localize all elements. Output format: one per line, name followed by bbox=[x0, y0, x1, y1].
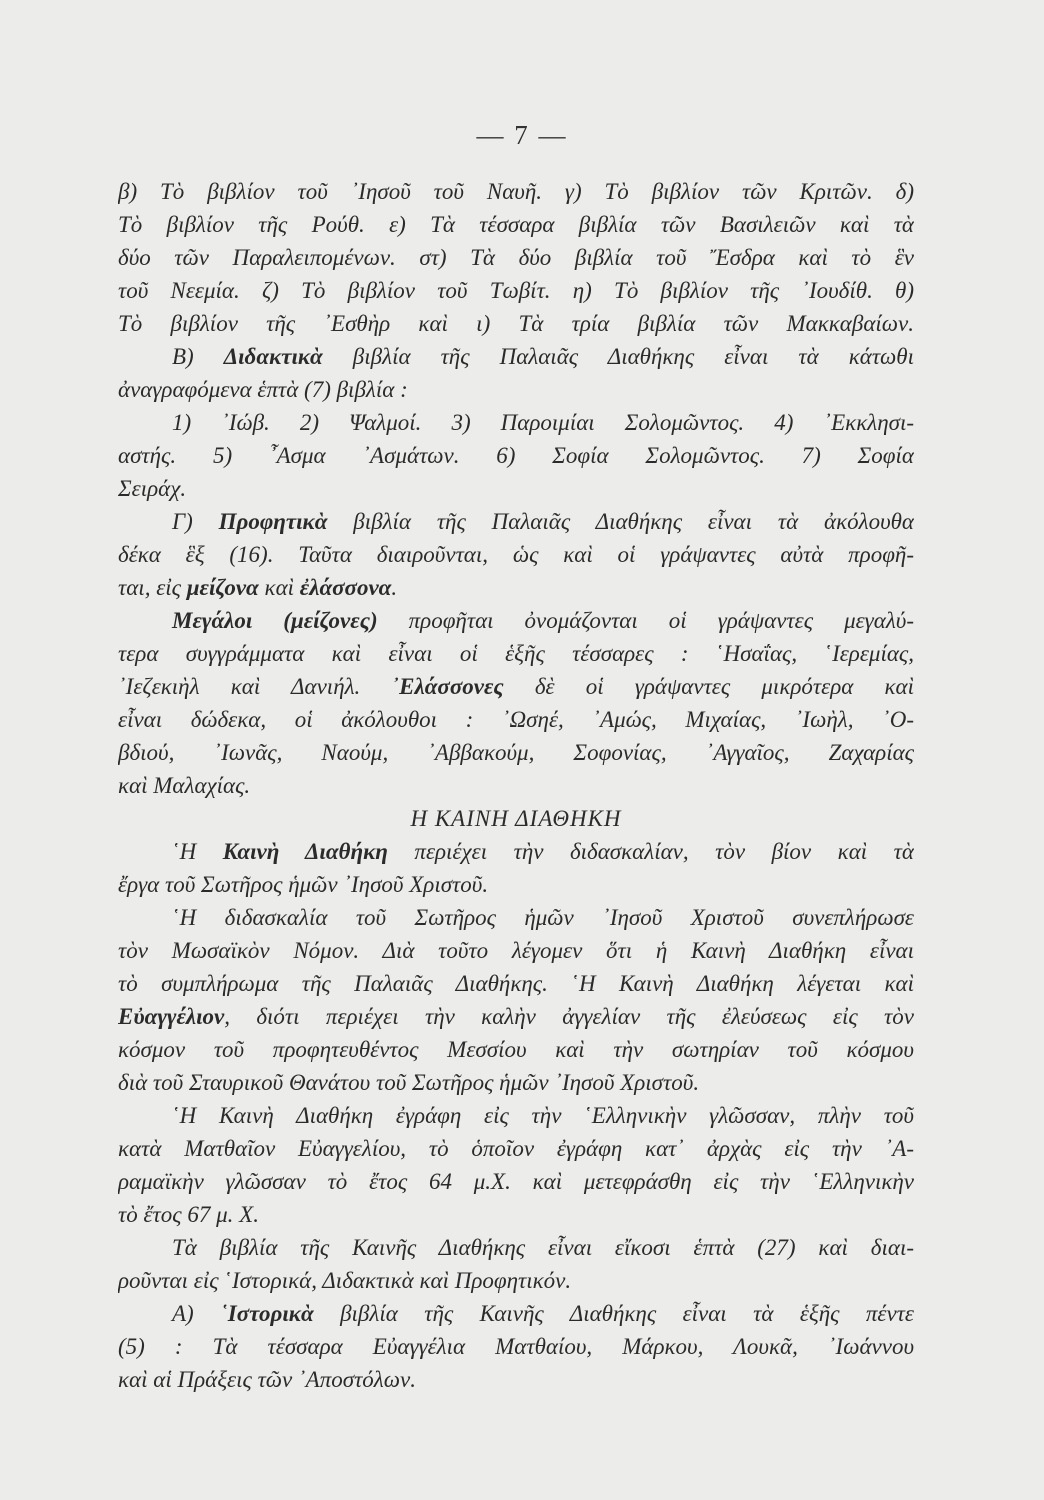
bold-term-new-testament: Καινὴ Διαθήκη bbox=[222, 839, 388, 864]
text-line: εἶναι δώδεκα, οἱ ἀκόλουθοι : ᾿Ωσηέ, ᾿Αμώς, Μιχαίας, ᾿Ιωὴλ, ᾿Ο- bbox=[118, 707, 914, 732]
text-line: ραμαϊκὴν γλῶσσαν τὸ ἔτος 64 μ.Χ. καὶ μετεφράσθη εἰς τὴν ῾Ελληνικὴν bbox=[118, 1169, 914, 1194]
text-line: τὸν Μωσαϊκὸν Νόμον. Διὰ τοῦτο λέγομεν ὅτι ἡ Καινὴ Διαθήκη εἶναι bbox=[118, 938, 914, 963]
text-line-major-minor bbox=[118, 571, 914, 604]
bold-term-minor: ἐλάσσονα bbox=[299, 575, 392, 600]
text-line: ἀναγραφόμενα ἑπτὰ (7) βιβλία : bbox=[118, 377, 408, 402]
text-line: β) Τὸ βιβλίον τοῦ ᾿Ιησοῦ τοῦ Ναυῆ. γ) Τὸ βιβλίον τῶν Κριτῶν. δ) bbox=[118, 179, 914, 204]
text-span: δὲ οἱ γράψαντες μικρότερα καὶ bbox=[503, 674, 914, 699]
text-line: δύο τῶν Παραλειπομένων. στ) Τὰ δύο βιβλία τοῦ Ἔσδρα καὶ τὸ ἓν bbox=[118, 245, 914, 270]
text-span: ται, εἰς bbox=[118, 575, 187, 600]
text-span: βιβλία τῆς Παλαιᾶς Διαθήκης εἶναι τὰ κάτωθι bbox=[322, 344, 914, 369]
text-line-prophetic bbox=[118, 505, 914, 538]
text-line: καὶ Μαλαχίας. bbox=[118, 773, 251, 798]
text-span: Γ) bbox=[172, 509, 219, 534]
text-line-new-testament bbox=[118, 835, 914, 868]
bold-term-prophetic: Προφητικὰ bbox=[218, 509, 328, 534]
text-line: κατὰ Ματθαῖον Εὐαγγελίου, τὸ ὁποῖον ἐγράφη κατ᾿ ἀρχὰς εἰς τὴν ᾿Α- bbox=[118, 1136, 914, 1161]
text-line-minor-prophets bbox=[118, 670, 914, 703]
text-line: τὸ ἔτος 67 μ. Χ. bbox=[118, 1202, 259, 1227]
text-span: Α) bbox=[172, 1301, 221, 1326]
text-line: (5) : Τὰ τέσσαρα Εὐαγγέλια Ματθαίου, Μάρκου, Λουκᾶ, ᾿Ιωάννου bbox=[118, 1334, 914, 1359]
page-number: — 7 — bbox=[476, 120, 568, 150]
bold-term-historical: ῾Ιστορικὰ bbox=[220, 1301, 314, 1326]
text-span: ᾿Ιεζεκιὴλ καὶ Δανιήλ. bbox=[118, 674, 392, 699]
text-line-historical bbox=[118, 1297, 914, 1330]
text-line: δέκα ἓξ (16). Ταῦτα διαιροῦνται, ὡς καὶ οἱ γράψαντες αὐτὰ προφῆ- bbox=[118, 542, 914, 567]
text-span: . bbox=[391, 575, 398, 600]
text-span: καὶ bbox=[258, 575, 300, 600]
bold-term-didactic: Διδακτικὰ bbox=[223, 344, 323, 369]
text-line: καὶ αἱ Πράξεις τῶν ᾿Αποστόλων. bbox=[118, 1367, 416, 1392]
text-line: αστής. 5) ῏Ασμα ᾿Ασμάτων. 6) Σοφία Σολομῶντος. 7) Σοφία bbox=[118, 443, 914, 468]
text-line: ῾Η Καινὴ Διαθήκη ἐγράφη εἰς τὴν ῾Ελληνικὴν γλῶσσαν, πλὴν τοῦ bbox=[172, 1103, 914, 1128]
bold-term-gospel: Εὐαγγέλιον bbox=[118, 1004, 225, 1029]
text-line: ροῦνται εἰς ῾Ιστορικά, Διδακτικὰ καὶ Προφητικόν. bbox=[118, 1268, 572, 1293]
text-line: τὸ συμπλήρωμα τῆς Παλαιᾶς Διαθήκης. ῾Η Καινὴ Διαθήκη λέγεται καὶ bbox=[118, 971, 914, 996]
text-span: , διότι περιέχει τὴν καλὴν ἀγγελίαν τῆς ἐλεύσεως εἰς τὸν bbox=[224, 1004, 914, 1029]
text-line-didactic bbox=[118, 340, 914, 373]
text-span: βιβλία τῆς Καινῆς Διαθήκης εἶναι τὰ ἑξῆς πέντε bbox=[313, 1301, 914, 1326]
text-line: κόσμον τοῦ προφητευθέντος Μεσσίου καὶ τὴν σωτηρίαν τοῦ κόσμου bbox=[118, 1037, 914, 1062]
text-span: περιέχει τὴν διδασκαλίαν, τὸν βίον καὶ τὰ bbox=[387, 839, 914, 864]
text-line: ῾Η διδασκαλία τοῦ Σωτῆρος ἡμῶν ᾿Ιησοῦ Χριστοῦ συνεπλήρωσε bbox=[172, 905, 914, 930]
text-span: Β) bbox=[172, 344, 224, 369]
text-span: προφῆται ὀνομάζονται οἱ γράψαντες μεγαλύ- bbox=[377, 608, 914, 633]
text-line: Τὸ βιβλίον τῆς ᾿Εσθὴρ καὶ ι) Τὰ τρία βιβλία τῶν Μακκαβαίων. bbox=[118, 311, 914, 336]
text-line: 1) ᾿Ιώβ. 2) Ψαλμοί. 3) Παροιμίαι Σολομῶντος. 4) ᾿Εκκλησι- bbox=[172, 410, 914, 435]
text-span: βιβλία τῆς Παλαιᾶς Διαθήκης εἶναι τὰ ἀκόλουθα bbox=[327, 509, 914, 534]
page-body bbox=[118, 175, 914, 1396]
text-line: βδιού, ᾿Ιωνᾶς, Ναούμ, ᾿Αββακούμ, Σοφονίας, ᾿Αγγαῖος, Ζαχαρίας bbox=[118, 740, 914, 765]
text-line-major-prophets bbox=[118, 604, 914, 637]
section-heading: Η ΚΑΙΝΗ ΔΙΑΘΗΚΗ bbox=[410, 806, 622, 831]
text-line: Τὸ βιβλίον τῆς Ρούθ. ε) Τὰ τέσσαρα βιβλία τῶν Βασιλειῶν καὶ τὰ bbox=[118, 212, 914, 237]
text-line: Τὰ βιβλία τῆς Καινῆς Διαθήκης εἶναι εἴκοσι ἑπτὰ (27) καὶ διαι- bbox=[172, 1235, 914, 1260]
text-line: διὰ τοῦ Σταυρικοῦ Θανάτου τοῦ Σωτῆρος ἡμῶν ᾿Ιησοῦ Χριστοῦ. bbox=[118, 1070, 700, 1095]
text-line: Σειράχ. bbox=[118, 476, 187, 501]
text-line: ἔργα τοῦ Σωτῆρος ἡμῶν ᾿Ιησοῦ Χριστοῦ. bbox=[118, 872, 489, 897]
text-line: τοῦ Νεεμία. ζ) Τὸ βιβλίον τοῦ Τωβίτ. η) Τὸ βιβλίον τῆς ᾿Ιουδίθ. θ) bbox=[118, 278, 914, 303]
bold-term-major-prophets: Μεγάλοι (μείζονες) bbox=[172, 608, 378, 633]
bold-term-major: μείζονα bbox=[186, 575, 259, 600]
bold-term-minor-prophets: ᾿Ελάσσονες bbox=[391, 674, 504, 699]
text-line-gospel bbox=[118, 1000, 914, 1033]
text-line: τερα συγγράμματα καὶ εἶναι οἱ ἑξῆς τέσσαρες : ῾Ησαΐας, ῾Ιερεμίας, bbox=[118, 641, 914, 666]
text-span: ῾Η bbox=[172, 839, 223, 864]
